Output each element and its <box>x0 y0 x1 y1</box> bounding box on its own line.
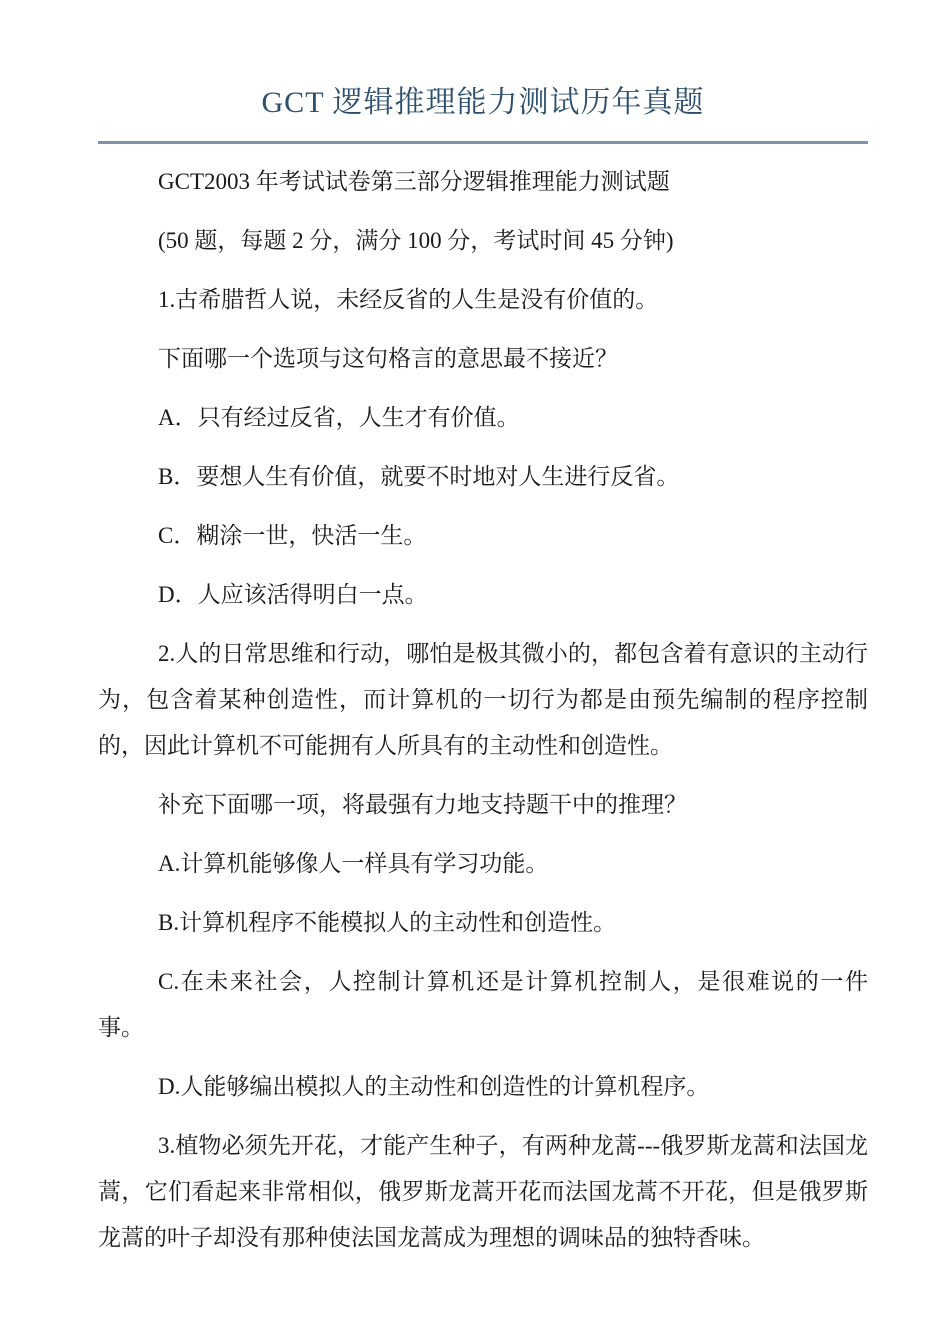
question-2-option-a: A.计算机能够像人一样具有学习功能。 <box>158 851 549 876</box>
question-3-stem: 3.植物必须先开花，才能产生种子，有两种龙蒿---俄罗斯龙蒿和法国龙蒿，它们看起来非常相似，俄罗斯龙蒿开花而法国龙蒿不开花，但是俄罗斯龙蒿的叶子却没有那种使法国龙蒿成为理想的调味品的独特香味。 <box>98 1133 868 1250</box>
question-2-option-d: D.人能够编出模拟人的主动性和创造性的计算机程序。 <box>158 1074 710 1099</box>
question-1-option-a: A．只有经过反省，人生才有价值。 <box>158 405 520 430</box>
question-1-option-b: B．要想人生有价值，就要不时地对人生进行反省。 <box>158 464 680 489</box>
document-body <box>98 159 868 1261</box>
question-1-option-d: D．人应该活得明白一点。 <box>158 582 428 607</box>
question-2-option-c: C.在未来社会，人控制计算机还是计算机控制人，是很难说的一件事。 <box>98 969 868 1040</box>
question-2-option-b: B.计算机程序不能模拟人的主动性和创造性。 <box>158 910 617 935</box>
title-divider <box>98 141 868 144</box>
question-2-stem: 2.人的日常思维和行动，哪怕是极其微小的，都包含着有意识的主动行为，包含着某种创造性，而计算机的一切行为都是由预先编制的程序控制的，因此计算机不可能拥有人所具有的主动性和创造性。 <box>98 641 868 758</box>
question-2-prompt: 补充下面哪一项，将最强有力地支持题干中的推理？ <box>158 792 687 817</box>
exam-info: (50 题，每题 2 分，满分 100 分，考试时间 45 分钟) <box>158 228 674 253</box>
question-1-option-c: C．糊涂一世，快活一生。 <box>158 523 427 548</box>
page-title: GCT 逻辑推理能力测试历年真题 <box>261 86 705 119</box>
question-1-stem: 1.古希腊哲人说，未经反省的人生是没有价值的。 <box>158 287 659 312</box>
question-1-prompt: 下面哪一个选项与这句格言的意思最不接近？ <box>158 346 618 371</box>
exam-paper-heading: GCT2003 年考试试卷第三部分逻辑推理能力测试题 <box>158 169 670 194</box>
